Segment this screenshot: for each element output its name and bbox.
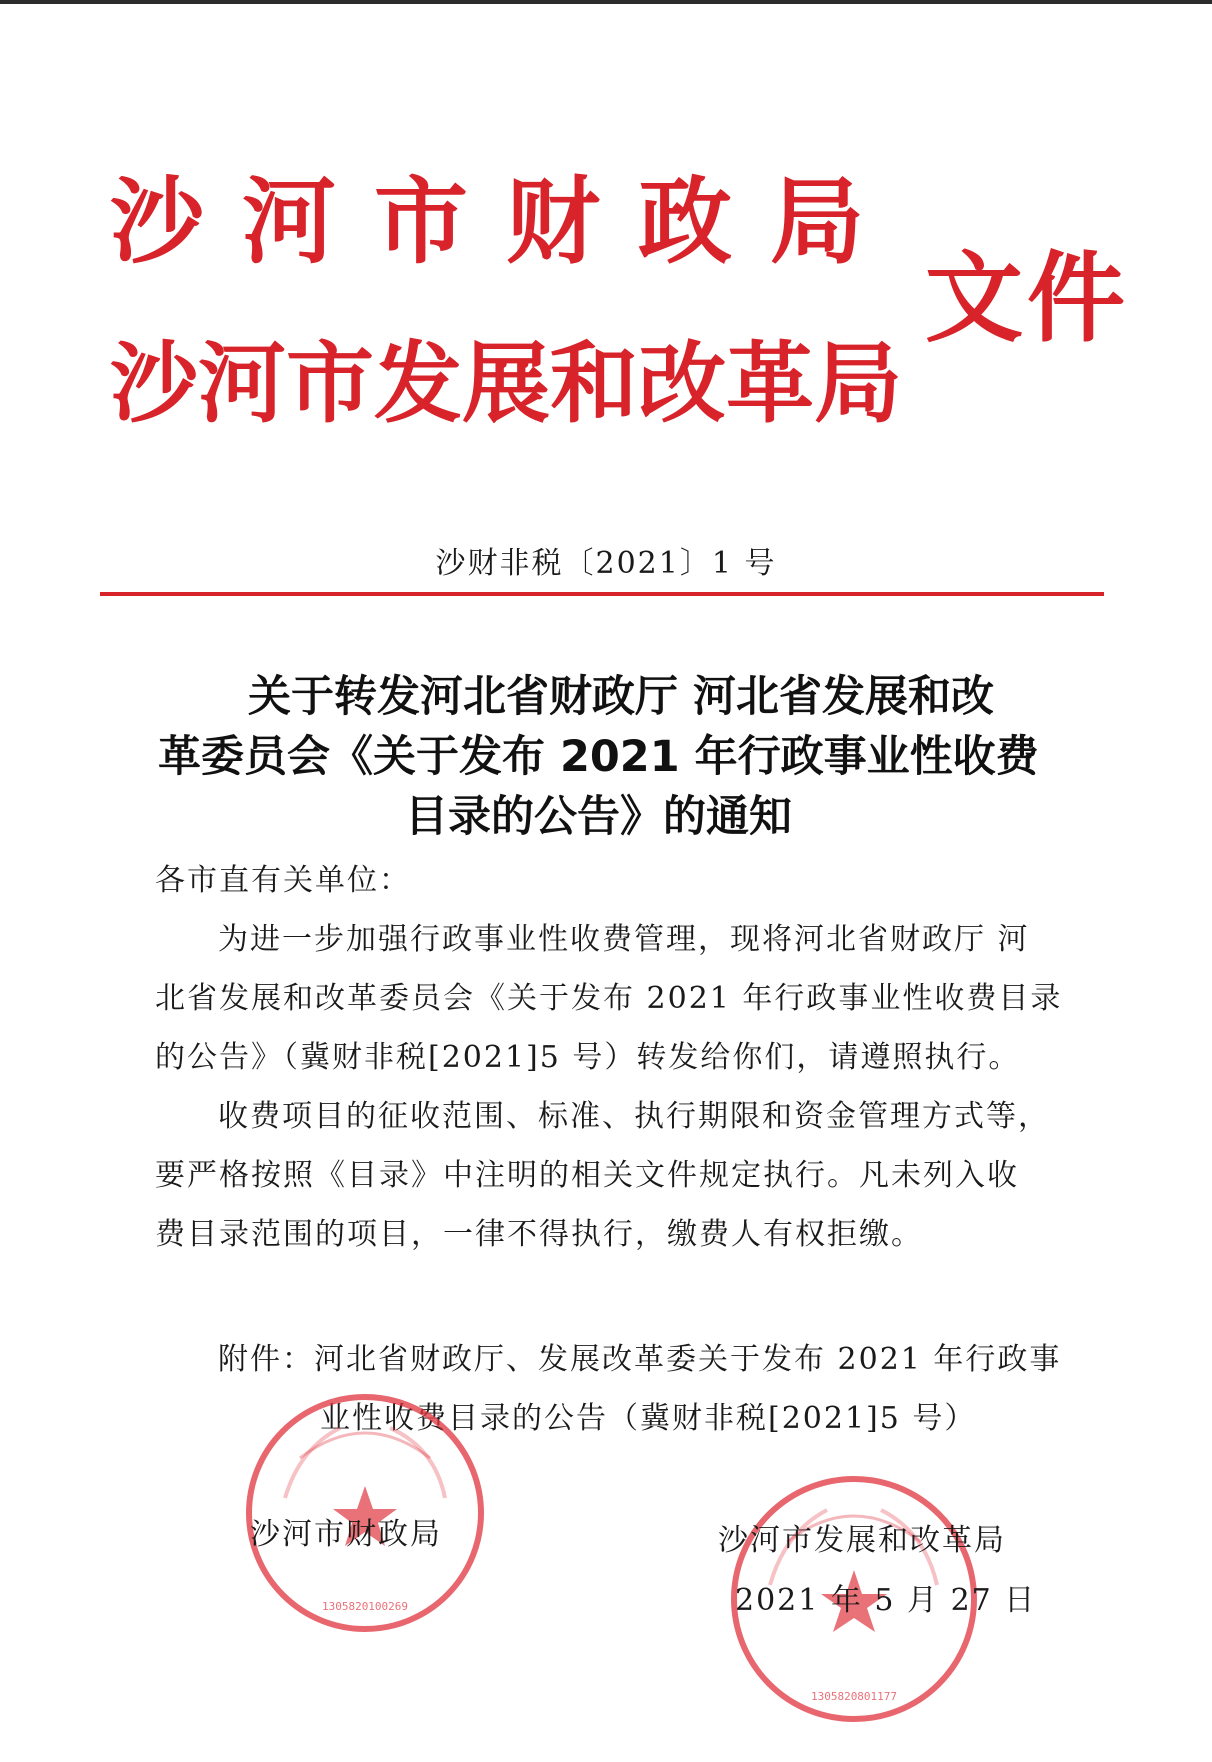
document-number: 沙财非税〔2021〕1 号 bbox=[435, 546, 777, 581]
attachment-line-2: 业性收费目录的公告（冀财非税[2021]5 号） bbox=[320, 1401, 977, 1436]
signature-finance-bureau: 沙河市财政局 bbox=[250, 1517, 442, 1552]
title-line-1: 关于转发河北省财政厅 河北省发展和改 bbox=[248, 672, 994, 722]
attachment-line-1: 附件：河北省财政厅、发展改革委关于发布 2021 年行政事 bbox=[218, 1342, 1062, 1377]
issuer-finance-bureau: 沙河市财政局 bbox=[110, 168, 903, 277]
issuer-reform-bureau: 沙河市发展和改革局 bbox=[110, 332, 903, 435]
signature-reform-bureau: 沙河市发展和改革局 bbox=[718, 1523, 1006, 1558]
salutation: 各市直有关单位： bbox=[155, 863, 411, 898]
paragraph-1-line-1: 为进一步加强行政事业性收费管理，现将河北省财政厅 河 bbox=[218, 922, 1030, 957]
signature-date: 2021 年 5 月 27 日 bbox=[735, 1583, 1037, 1618]
paragraph-1-line-3: 的公告》（冀财非税[2021]5 号）转发给你们，请遵照执行。 bbox=[155, 1040, 1021, 1075]
title-line-3: 目录的公告》的通知 bbox=[405, 792, 792, 842]
paragraph-2-line-1: 收费项目的征收范围、标准、执行期限和资金管理方式等， bbox=[218, 1099, 1050, 1134]
title-line-2: 革委员会《关于发布 2021 年行政事业性收费 bbox=[158, 732, 1039, 782]
finance-seal-serial: 1305820100269 bbox=[321, 1600, 409, 1613]
finance-bureau-seal bbox=[240, 1388, 490, 1638]
paragraph-1-line-2: 北省发展和改革委员会《关于发布 2021 年行政事业性收费目录 bbox=[155, 981, 1063, 1016]
reform-seal-serial: 1305820801177 bbox=[810, 1690, 898, 1703]
paragraph-2-line-3: 费目录范围的项目，一律不得执行，缴费人有权拒缴。 bbox=[155, 1217, 923, 1252]
document-word: 文件 bbox=[925, 242, 1130, 356]
paragraph-2-line-2: 要严格按照《目录》中注明的相关文件规定执行。凡未列入收 bbox=[155, 1158, 1019, 1193]
page-top-edge bbox=[0, 0, 1212, 4]
red-divider-line bbox=[100, 592, 1104, 596]
